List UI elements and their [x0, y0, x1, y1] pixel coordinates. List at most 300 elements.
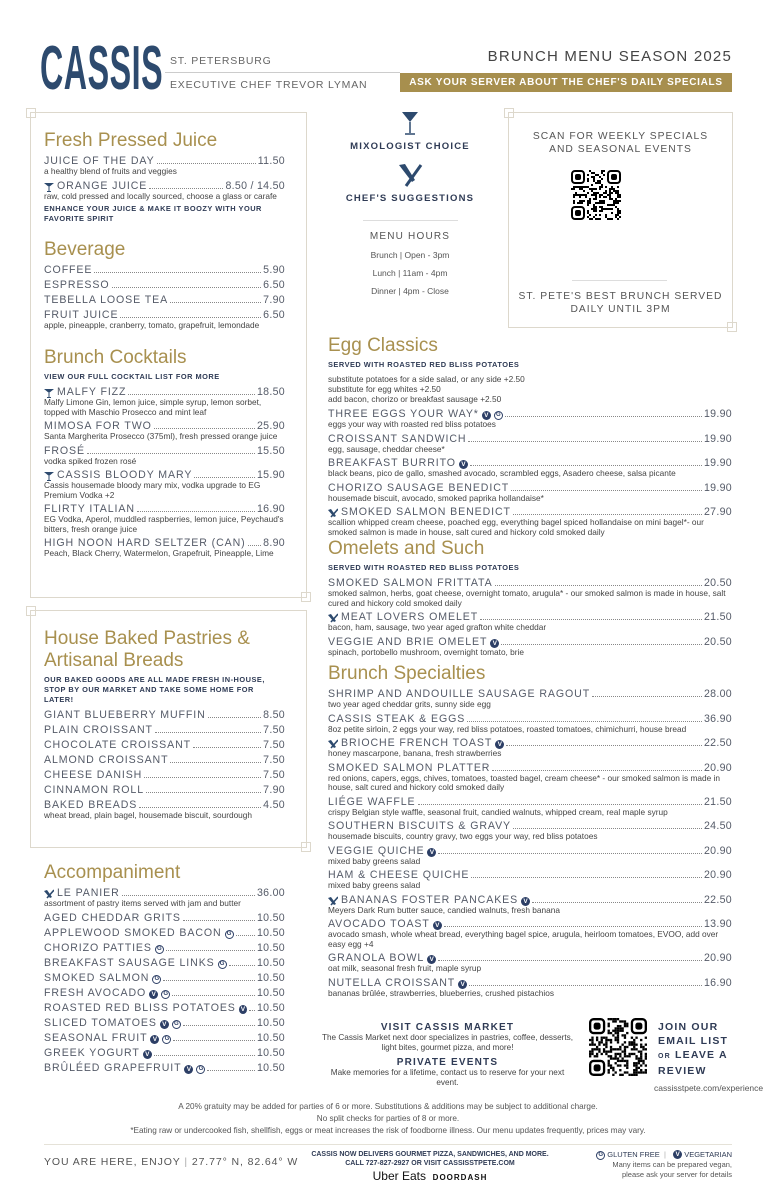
item-price: 20.90: [703, 844, 732, 857]
dot-leader: [480, 619, 702, 620]
dot-leader: [229, 965, 255, 966]
item-name: MALFY FIZZ: [57, 386, 127, 398]
mixologist-choice-label: MIXOLOGIST CHOICE: [350, 141, 470, 152]
dot-leader: [172, 995, 255, 996]
market-title: VISIT CASSIS MARKET: [380, 1022, 515, 1033]
item-price: 15.90: [256, 469, 285, 481]
gluten-free-icon: G: [225, 930, 234, 939]
qr-code-email-review[interactable]: [589, 1018, 647, 1076]
qr-code-specials[interactable]: [571, 170, 621, 220]
city-label: ST. PETERSBURG: [170, 55, 272, 67]
vegetarian-icon: V: [427, 848, 436, 857]
specials-banner: ASK YOUR SERVER ABOUT THE CHEF'S DAILY SPECIALS: [400, 73, 732, 92]
section-note: VIEW OUR FULL COCKTAIL LIST FOR MORE: [44, 372, 220, 381]
item-name: BREAKFAST BURRITO: [328, 457, 456, 469]
item-description: housemade biscuits, country gravy, two eggs your way, red bliss potatoes: [328, 831, 598, 841]
experience-url[interactable]: cassisstpete.com/experience: [654, 1083, 764, 1093]
menu-title: BRUNCH MENU SEASON 2025: [487, 48, 732, 65]
join-line-1: JOIN OUR: [658, 1021, 719, 1033]
location-label: YOU ARE HERE, ENJOY: [44, 1156, 181, 1168]
menu-item: [44, 754, 285, 766]
item-description: avocado smash, whole wheat bread, everything bagel spice, arugula, heirloom tomatoes, EVOO, add over easy egg +4: [328, 929, 719, 949]
menu-item: [328, 577, 732, 608]
vegetarian-icon: V: [149, 990, 158, 999]
dot-leader: [183, 1025, 255, 1026]
item-description: two year aged cheddar grits, sunny side egg: [328, 699, 491, 709]
qr-caption: ST. PETE'S BEST BRUNCH SERVED DAILY UNTIL 3PM: [518, 291, 723, 315]
item-price: 8.50: [263, 709, 285, 721]
menu-item: [44, 1047, 285, 1059]
item-name: CHORIZO SAUSAGE BENEDICT: [328, 481, 510, 494]
item-name: SMOKED SALMON: [44, 971, 150, 984]
item-price: 6.50: [263, 309, 285, 321]
item-price: 6.50: [263, 279, 285, 291]
item-name: BREAKFAST SAUSAGE LINKS: [44, 956, 215, 969]
menu-item: [44, 799, 285, 821]
dot-leader: [532, 902, 702, 903]
item-name: SMOKED SALMON PLATTER: [328, 761, 491, 774]
item-price: 15.50: [256, 444, 285, 457]
section-beverage: [44, 239, 285, 334]
section-note: SERVED WITH ROASTED RED BLISS POTATOES: [328, 563, 520, 572]
item-description: scallion whipped cream cheese, poached egg, everything bagel spiced hollandaise on mini bagel*- our smoked salmon is made in house, salt cured and hickory cold smoked daily: [328, 517, 704, 537]
item-description: eggs your way with roasted red bliss potatoes: [328, 419, 496, 429]
item-price: 7.90: [263, 294, 285, 306]
dot-leader: [112, 287, 262, 288]
menu-item: [328, 762, 732, 793]
menu-item: [328, 688, 732, 710]
item-price: 18.50: [256, 386, 285, 398]
section-note: SERVED WITH ROASTED RED BLISS POTATOES: [328, 360, 520, 369]
menu-item: [328, 820, 732, 842]
option-note: substitute potatoes for a side salad, or any side +2.50: [328, 374, 525, 384]
market-text: The Cassis Market next door specializes in pastries, coffee, desserts, light bites, gourmet pizza, and more!: [321, 1033, 574, 1052]
cassis-logo: CASSIS: [40, 34, 164, 103]
dot-leader: [144, 777, 261, 778]
vegetarian-icon: V: [160, 1020, 169, 1029]
menu-item: [44, 957, 285, 969]
item-price: 25.90: [256, 420, 285, 432]
item-price: 8.90: [263, 537, 285, 549]
item-price: 36.90: [703, 712, 732, 725]
menu-item: [328, 869, 732, 891]
item-price: 16.90: [256, 503, 285, 515]
vegetarian-icon: V: [240, 1005, 246, 1013]
dot-leader: [154, 428, 255, 429]
dietary-legend: G GLUTEN FREE | V VEGETARIAN Many items can be prepared vegan, please ask your server for details: [590, 1150, 732, 1179]
item-name: FROSÉ: [44, 444, 85, 457]
item-description: vodka spiked frozen rosé: [44, 455, 137, 466]
item-name: VEGGIE QUICHE: [328, 844, 425, 857]
dot-leader: [170, 762, 261, 763]
item-price: 7.50: [263, 754, 285, 766]
section-title: House Baked Pastries & Artisanal Breads: [44, 628, 250, 671]
item-price: 20.90: [703, 869, 732, 881]
section-title: Brunch Specialties: [328, 663, 486, 684]
item-price: 10.50: [256, 941, 285, 954]
dot-leader: [492, 770, 702, 771]
dot-leader: [513, 828, 702, 829]
menu-item: [328, 506, 732, 537]
menu-item: [328, 636, 732, 658]
item-name: SMOKED SALMON FRITTATA: [328, 577, 493, 589]
section-title: Brunch Cocktails: [44, 347, 187, 368]
dot-leader: [183, 920, 255, 921]
menu-item: [44, 503, 285, 534]
item-name: CHEESE DANISH: [44, 769, 143, 781]
vegetarian-icon: V: [184, 1065, 193, 1074]
item-description: crispy Belgian style waffle, seasonal fruit, candied walnuts, whipped cream, real maple syrup: [328, 806, 668, 817]
dot-leader: [208, 717, 262, 718]
join-email-list[interactable]: [658, 1020, 776, 1078]
vegetarian-icon: V: [521, 897, 530, 906]
item-price: 10.50: [256, 926, 285, 939]
events-title: PRIVATE EVENTS: [396, 1057, 499, 1068]
item-name: AVOCADO TOAST: [328, 918, 430, 930]
vegan-note: Many items can be prepared vegan, please ask your server for details: [612, 1160, 732, 1179]
menu-item: [44, 155, 285, 177]
dot-leader: [193, 747, 261, 748]
qr-heading: SCAN FOR WEEKLY SPECIALS AND SEASONAL EVENTS: [532, 131, 709, 155]
menu-item: [328, 796, 732, 818]
menu-item: [328, 611, 732, 633]
menu-item: [44, 1017, 285, 1029]
section-footnote: ENHANCE YOUR JUICE & MAKE IT BOOZY WITH YOUR FAVORITE SPIRIT: [44, 204, 262, 223]
menu-item: [44, 769, 285, 781]
item-price: 24.50: [703, 820, 732, 832]
dot-leader: [513, 514, 702, 515]
menu-item: [44, 445, 285, 467]
item-price: 5.90: [263, 264, 285, 276]
item-name: SMOKED SALMON BENEDICT: [341, 506, 511, 518]
dot-leader: [137, 511, 255, 512]
section-egg-classics: [328, 335, 732, 540]
section-title: Omelets and Such: [328, 538, 485, 559]
menu-item: [44, 1062, 285, 1074]
item-description: EG Vodka, Aperol, muddled raspberries, lemon juice, Peychaud's bitters, fresh orange juice: [44, 514, 284, 534]
item-name: JUICE OF THE DAY: [44, 155, 155, 167]
martini-glass-icon: [44, 182, 54, 192]
menu-item: [44, 912, 285, 924]
item-name: NUTELLA CROISSANT: [328, 976, 456, 989]
vegetarian-icon: V: [458, 980, 467, 989]
item-description: oat milk, seasonal fresh fruit, maple syrup: [328, 963, 482, 973]
item-description: bananas brûlée, strawberries, blueberries, crushed pistachios: [328, 987, 554, 998]
dot-leader: [506, 745, 702, 746]
menu-item: [44, 1002, 285, 1014]
item-name: FRUIT JUICE: [44, 309, 119, 321]
gluten-free-icon: G: [218, 960, 227, 969]
menu-item: [328, 894, 732, 916]
item-price: 10.50: [256, 1016, 285, 1029]
item-name: LE PANIER: [57, 887, 120, 899]
gluten-free-icon: G: [161, 990, 170, 999]
menu-item: [44, 309, 285, 331]
gluten-free-icon: G: [596, 1151, 605, 1160]
item-price: 10.50: [256, 956, 285, 969]
item-price: 7.50: [263, 724, 285, 736]
dot-leader: [505, 416, 702, 417]
dot-leader: [87, 453, 255, 454]
menu-item: [44, 987, 285, 999]
item-name: ALMOND CROISSANT: [44, 754, 169, 766]
vegetarian-icon: V: [673, 1150, 682, 1159]
vegetarian-label: VEGETARIAN: [684, 1150, 732, 1159]
hours-brunch: Brunch | Open - 3pm: [370, 250, 450, 260]
dot-leader: [470, 465, 702, 466]
item-name: MEAT LOVERS OMELET: [341, 611, 479, 623]
dot-leader: [467, 721, 702, 722]
item-description: raw, cold pressed and locally sourced, choose a glass or carafe: [44, 190, 277, 201]
doordash-logo[interactable]: DOORDASH: [432, 1173, 488, 1182]
item-name: ESPRESSO: [44, 279, 110, 291]
item-name: CHORIZO PATTIES: [44, 941, 152, 954]
menu-item: [328, 952, 732, 974]
item-name: SOUTHERN BISCUITS & GRAVY: [328, 820, 511, 832]
item-name: CHOCOLATE CROISSANT: [44, 739, 191, 751]
section-title: Accompaniment: [44, 862, 181, 883]
menu-item: [44, 942, 285, 954]
menu-item: [44, 784, 285, 796]
join-line-2: EMAIL LIST: [658, 1035, 729, 1047]
item-description: bacon, ham, sausage, two year aged grafton white cheddar: [328, 622, 547, 632]
food-safety-note: *Eating raw or undercooked fish, shellfish, eggs or meat increases the risk of foodborne illness. Our menu updates frequently, prices may vary.: [130, 1126, 646, 1135]
chefs-suggestions-label: CHEF'S SUGGESTIONS: [345, 193, 475, 204]
dot-leader: [128, 394, 255, 395]
item-description: 8oz petite sirloin, 2 eggs your way, red bliss potatoes, roasted tomatoes, chimichurri, house bread: [328, 723, 687, 734]
item-name: COFFEE: [44, 264, 93, 276]
option-note: add bacon, chorizo or breakfast sausage +2.50: [328, 394, 502, 404]
section-title: Beverage: [44, 239, 126, 260]
gratuity-note: A 20% gratuity may be added for parties of 6 or more. Substitutions & additions may be subject to additional charge.: [178, 1102, 598, 1111]
hours-dinner: Dinner | 4pm - Close: [371, 286, 449, 296]
crossed-knives-icon: [328, 896, 338, 906]
gluten-free-icon: G: [494, 411, 503, 420]
dot-leader: [194, 477, 255, 478]
item-description: wheat bread, plain bagel, housemade biscuit, sourdough: [44, 810, 253, 820]
item-price: 20.50: [703, 577, 732, 589]
leave-review: LEAVE A REVIEW: [658, 1049, 728, 1077]
disclaimers: [0, 1101, 776, 1137]
menu-item: [44, 972, 285, 984]
hours-lunch: Lunch | 11am - 4pm: [372, 268, 448, 278]
events-text: Make memories for a lifetime, contact us to reserve for your next event.: [330, 1068, 565, 1087]
dot-leader: [438, 853, 702, 854]
executive-chef: EXECUTIVE CHEF TREVOR LYMAN: [170, 79, 368, 91]
call-text: CALL 727-827-2927 OR VISIT CASSISSTPETE.COM: [345, 1160, 515, 1167]
item-price: 13.90: [703, 918, 732, 930]
menu-item: [44, 927, 285, 939]
item-name: LIÉGE WAFFLE: [328, 795, 416, 808]
gluten-free-label: GLUTEN FREE: [607, 1150, 660, 1159]
item-name: GRANOLA BOWL: [328, 952, 425, 964]
dot-leader: [120, 317, 261, 318]
item-name: FLIRTY ITALIAN: [44, 503, 135, 515]
item-name: CASSIS STEAK & EGGS: [328, 712, 466, 725]
menu-item: [44, 264, 285, 276]
item-price: 19.90: [703, 457, 732, 469]
menu-item: [328, 433, 732, 455]
menu-item: [44, 180, 285, 202]
dot-leader: [495, 585, 702, 586]
item-name: THREE EGGS YOUR WAY*: [328, 408, 479, 420]
vegetarian-icon: V: [150, 1035, 159, 1044]
dot-leader: [592, 696, 702, 697]
item-description: housemade biscuit, avocado, smoked paprika hollandaise*: [328, 492, 544, 503]
gluten-free-icon: G: [172, 1020, 181, 1029]
or-label: OR: [658, 1053, 671, 1060]
item-description: assortment of pastry items served with jam and butter: [44, 898, 241, 908]
item-name: FRESH AVOCADO: [44, 986, 147, 999]
dot-leader: [438, 960, 702, 961]
item-name: GIANT BLUEBERRY MUFFIN: [44, 709, 206, 721]
item-price: 16.90: [703, 976, 732, 989]
menu-item: [328, 457, 732, 479]
dot-leader: [469, 985, 702, 986]
martini-glass-icon: [401, 110, 419, 136]
item-name: APPLEWOOD SMOKED BACON: [44, 926, 222, 939]
dot-leader: [139, 807, 261, 808]
item-price: 4.50: [263, 799, 285, 811]
item-price: 22.50: [703, 737, 732, 749]
item-name: CINNAMON ROLL: [44, 784, 144, 796]
uber-eats-logo[interactable]: Uber Eats: [372, 1169, 426, 1183]
section-accompaniment: [44, 862, 285, 1077]
item-name: ORANGE JUICE: [57, 179, 148, 192]
item-name: BRÛLÉED GRAPEFRUIT: [44, 1061, 182, 1074]
item-price: 8.50 / 14.50: [225, 179, 285, 192]
menu-item: [44, 537, 285, 559]
item-price: 27.90: [703, 506, 732, 518]
item-description: Cassis housemade bloody mary mix, vodka upgrade to EG Premium Vodka +2: [44, 480, 261, 500]
item-name: MIMOSA FOR TWO: [44, 420, 152, 432]
section-title: Egg Classics: [328, 335, 438, 356]
section-brunch-specialties: [328, 663, 732, 1001]
section-brunch-cocktails: [44, 347, 285, 562]
divider: [363, 220, 458, 221]
item-description: mixed baby greens salad: [328, 855, 421, 866]
section-pastries: [44, 628, 285, 824]
dot-leader: [249, 1010, 255, 1011]
item-price: 20.90: [703, 952, 732, 964]
item-price: 19.90: [703, 408, 732, 420]
item-description: Meyers Dark Rum butter sauce, candied walnuts, fresh banana: [328, 904, 560, 915]
item-price: 7.50: [263, 769, 285, 781]
dot-leader: [163, 980, 255, 981]
menu-item: [44, 709, 285, 721]
item-price: 10.50: [256, 1046, 285, 1059]
dot-leader: [154, 1055, 255, 1056]
item-price: 10.50: [256, 971, 285, 984]
item-name: CROISSANT SANDWICH: [328, 432, 467, 445]
section-title: Fresh Pressed Juice: [44, 130, 218, 151]
section-omelets: [328, 538, 732, 660]
item-price: 21.50: [703, 611, 732, 623]
location: YOU ARE HERE, ENJOY | 27.77° N, 82.64° W: [44, 1156, 299, 1168]
menu-item: [328, 737, 732, 759]
item-description: Malfy Limone Gin, lemon juice, simple syrup, lemon sorbet, topped with Maschio Prosecco and mint leaf: [44, 397, 262, 417]
item-name: PLAIN CROISSANT: [44, 724, 153, 736]
item-description: apple, pineapple, cranberry, tomato, grapefruit, lemondade: [44, 320, 260, 330]
menu-item: [44, 279, 285, 291]
gluten-free-icon: G: [155, 945, 164, 954]
divider: [572, 280, 667, 281]
menu-item: [328, 918, 732, 949]
dot-leader: [155, 732, 261, 733]
vegetarian-icon: V: [427, 955, 436, 964]
item-description: mixed baby greens salad: [328, 880, 421, 890]
menu-item: [44, 469, 285, 500]
vegetarian-icon: V: [433, 921, 442, 930]
divider: [44, 1144, 732, 1145]
item-description: spinach, portobello mushroom, overnight tomato, brie: [328, 646, 525, 657]
dot-leader: [207, 1070, 255, 1071]
dot-leader: [444, 926, 702, 927]
item-name: AGED CHEDDAR GRITS: [44, 911, 181, 924]
item-price: 10.50: [256, 1061, 285, 1074]
item-price: 7.50: [263, 739, 285, 751]
item-name: BAKED BREADS: [44, 799, 138, 811]
divider: [165, 72, 400, 73]
dot-leader: [173, 1040, 255, 1041]
item-price: 21.50: [703, 795, 732, 808]
item-price: 7.90: [263, 784, 285, 796]
item-description: Peach, Black Cherry, Watermelon, Grapefruit, Pineapple, Lime: [44, 548, 274, 558]
vegetarian-icon: V: [490, 639, 499, 648]
menu-item: [44, 739, 285, 751]
menu-item: [328, 482, 732, 504]
menu-item: [328, 713, 732, 735]
menu-hours-title: MENU HOURS: [369, 231, 451, 242]
item-price: 10.50: [256, 911, 285, 924]
menu-item: [328, 977, 732, 999]
item-price: 36.00: [256, 887, 285, 899]
item-name: TEBELLA LOOSE TEA: [44, 294, 169, 306]
legend: [330, 110, 490, 296]
item-name: SLICED TOMATOES: [44, 1016, 157, 1029]
item-description: smoked salmon, herbs, goat cheese, overnight tomato, arugula* - our smoked salmon is made in house, salt cured and hickory cold smoked daily: [328, 588, 726, 608]
menu-item: [44, 724, 285, 736]
gluten-free-icon: G: [162, 1035, 171, 1044]
dot-leader: [146, 792, 261, 793]
item-price: 19.90: [703, 432, 732, 445]
dot-leader: [248, 545, 262, 546]
delivery-info: [300, 1150, 560, 1185]
vegetarian-icon: V: [495, 740, 504, 749]
market-info: [320, 1022, 575, 1088]
section-note: OUR BAKED GOODS ARE ALL MADE FRESH IN-HOUSE, STOP BY OUR MARKET AND TAKE SOME HOME FOR LATER!: [44, 675, 265, 704]
dot-leader: [166, 950, 255, 951]
item-name: BRIOCHE FRENCH TOAST: [341, 737, 493, 749]
item-name: GREEK YOGURT: [44, 1046, 140, 1059]
item-description: Santa Margherita Prosecco (375ml), fresh pressed orange juice: [44, 431, 278, 441]
item-description: honey mascarpone, banana, fresh strawberries: [328, 748, 502, 758]
item-price: 10.50: [256, 1001, 285, 1014]
item-price: 20.50: [703, 635, 732, 648]
item-name: SEASONAL FRUIT: [44, 1031, 148, 1044]
menu-item: [44, 420, 285, 442]
item-description: black beans, pico de gallo, smashed avocado, scrambled eggs, Asadero cheese, salsa picante: [328, 468, 676, 478]
item-description: red onions, capers, eggs, chives, tomatoes, toasted bagel, cream cheese* - our smoked salmon is made in house, salt cured and hickory cold smoked daily: [328, 772, 720, 792]
dot-leader: [468, 441, 702, 442]
dot-leader: [157, 163, 256, 164]
menu-item: [44, 887, 285, 909]
item-name: CASSIS BLOODY MARY: [57, 469, 193, 481]
menu-item: [328, 408, 732, 430]
vegetarian-icon: V: [143, 1050, 152, 1059]
item-price: 19.90: [703, 481, 732, 494]
item-name: SHRIMP AND ANDOUILLE SAUSAGE RAGOUT: [328, 688, 591, 700]
